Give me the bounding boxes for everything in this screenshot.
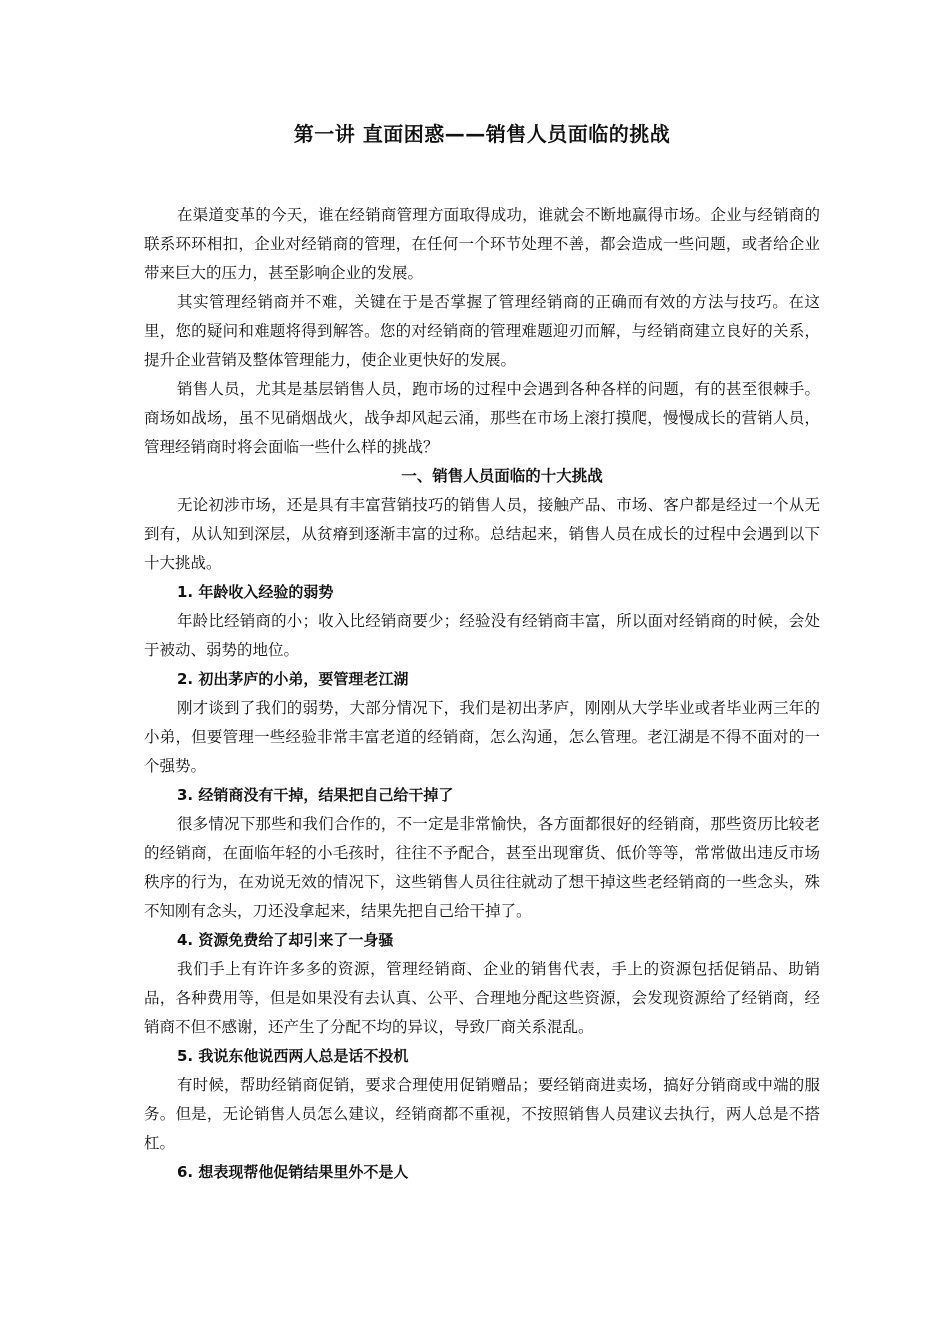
item-heading-4: 4. 资源免费给了却引来了一身骚 — [177, 931, 394, 949]
item-heading-2: 2. 初出茅庐的小弟，要管理老江湖 — [177, 670, 409, 688]
intro-paragraph-3: 销售人员，尤其是基层销售人员，跑市场的过程中会遇到各种各样的问题，有的甚至很棘手。商场如战场，虽不见硝烟战火，战争却风起云涌，那些在市场上滚打摸爬，慢慢成长的营销人员，管理经销商时将会面临一些什么样的挑战？ — [144, 380, 820, 456]
item-heading-3: 3. 经销商没有干掉，结果把自己给干掉了 — [177, 786, 454, 804]
item-body-1: 年龄比经销商的小；收入比经销商要少；经验没有经销商丰富，所以面对经销商的时候，会处于被动、弱势的地位。 — [144, 612, 820, 659]
section-heading: 一、销售人员面临的十大挑战 — [401, 467, 603, 485]
intro-paragraph-2: 其实管理经销商并不难，关键在于是否掌握了管理经销商的正确而有效的方法与技巧。在这里，您的疑问和难题将得到解答。您的对经销商的管理难题迎刃而解，与经销商建立良好的关系，提升企业营销及整体管理能力，使企业更快好的发展。 — [144, 293, 820, 369]
item-body-3: 很多情况下那些和我们合作的，不一定是非常愉快，各方面都很好的经销商，那些资历比较老的经销商，在面临年轻的小毛孩时，往往不予配合，甚至出现窜货、低价等等，常常做出违反市场秩序的行为，在劝说无效的情况下，这些销售人员往往就动了想干掉这些老经销商的一些念头，殊不知刚有念头，刀还没拿起来，结果先把自己给干掉了。 — [144, 815, 820, 920]
item-body-2: 刚才谈到了我们的弱势，大部分情况下，我们是初出茅庐，刚刚从大学毕业或者毕业两三年的小弟，但要管理一些经验非常丰富老道的经销商，怎么沟通，怎么管理。老江湖是不得不面对的一个强势。 — [144, 699, 820, 775]
page-title: 第一讲 直面困惑——销售人员面临的挑战 — [293, 122, 671, 146]
item-body-4: 我们手上有许许多多的资源，管理经销商、企业的销售代表，手上的资源包括促销品、助销品，各种费用等，但是如果没有去认真、公平、合理地分配这些资源，会发现资源给了经销商，经销商不但不感谢，还产生了分配不均的异议，导致厂商关系混乱。 — [144, 960, 820, 1036]
item-heading-1: 1. 年龄收入经验的弱势 — [177, 583, 334, 601]
intro-paragraph-1: 在渠道变革的今天，谁在经销商管理方面取得成功，谁就会不断地赢得市场。企业与经销商的联系环环相扣，企业对经销商的管理，在任何一个环节处理不善，都会造成一些问题，或者给企业带来巨大的压力，甚至影响企业的发展。 — [144, 206, 820, 282]
item-heading-6: 6. 想表现帮他促销结果里外不是人 — [177, 1163, 409, 1181]
item-body-5: 有时候，帮助经销商促销，要求合理使用促销赠品；要经销商进卖场，搞好分销商或中端的服务。但是，无论销售人员怎么建议，经销商都不重视，不按照销售人员建议去执行，两人总是不搭杠。 — [144, 1076, 820, 1152]
item-heading-5: 5. 我说东他说西两人总是话不投机 — [177, 1047, 409, 1065]
section-intro-paragraph: 无论初涉市场，还是具有丰富营销技巧的销售人员，接触产品、市场、客户都是经过一个从无到有，从认知到深层，从贫瘠到逐渐丰富的过称。总结起来，销售人员在成长的过程中会遇到以下十大挑战。 — [144, 496, 820, 572]
document-page — [144, 120, 820, 1187]
